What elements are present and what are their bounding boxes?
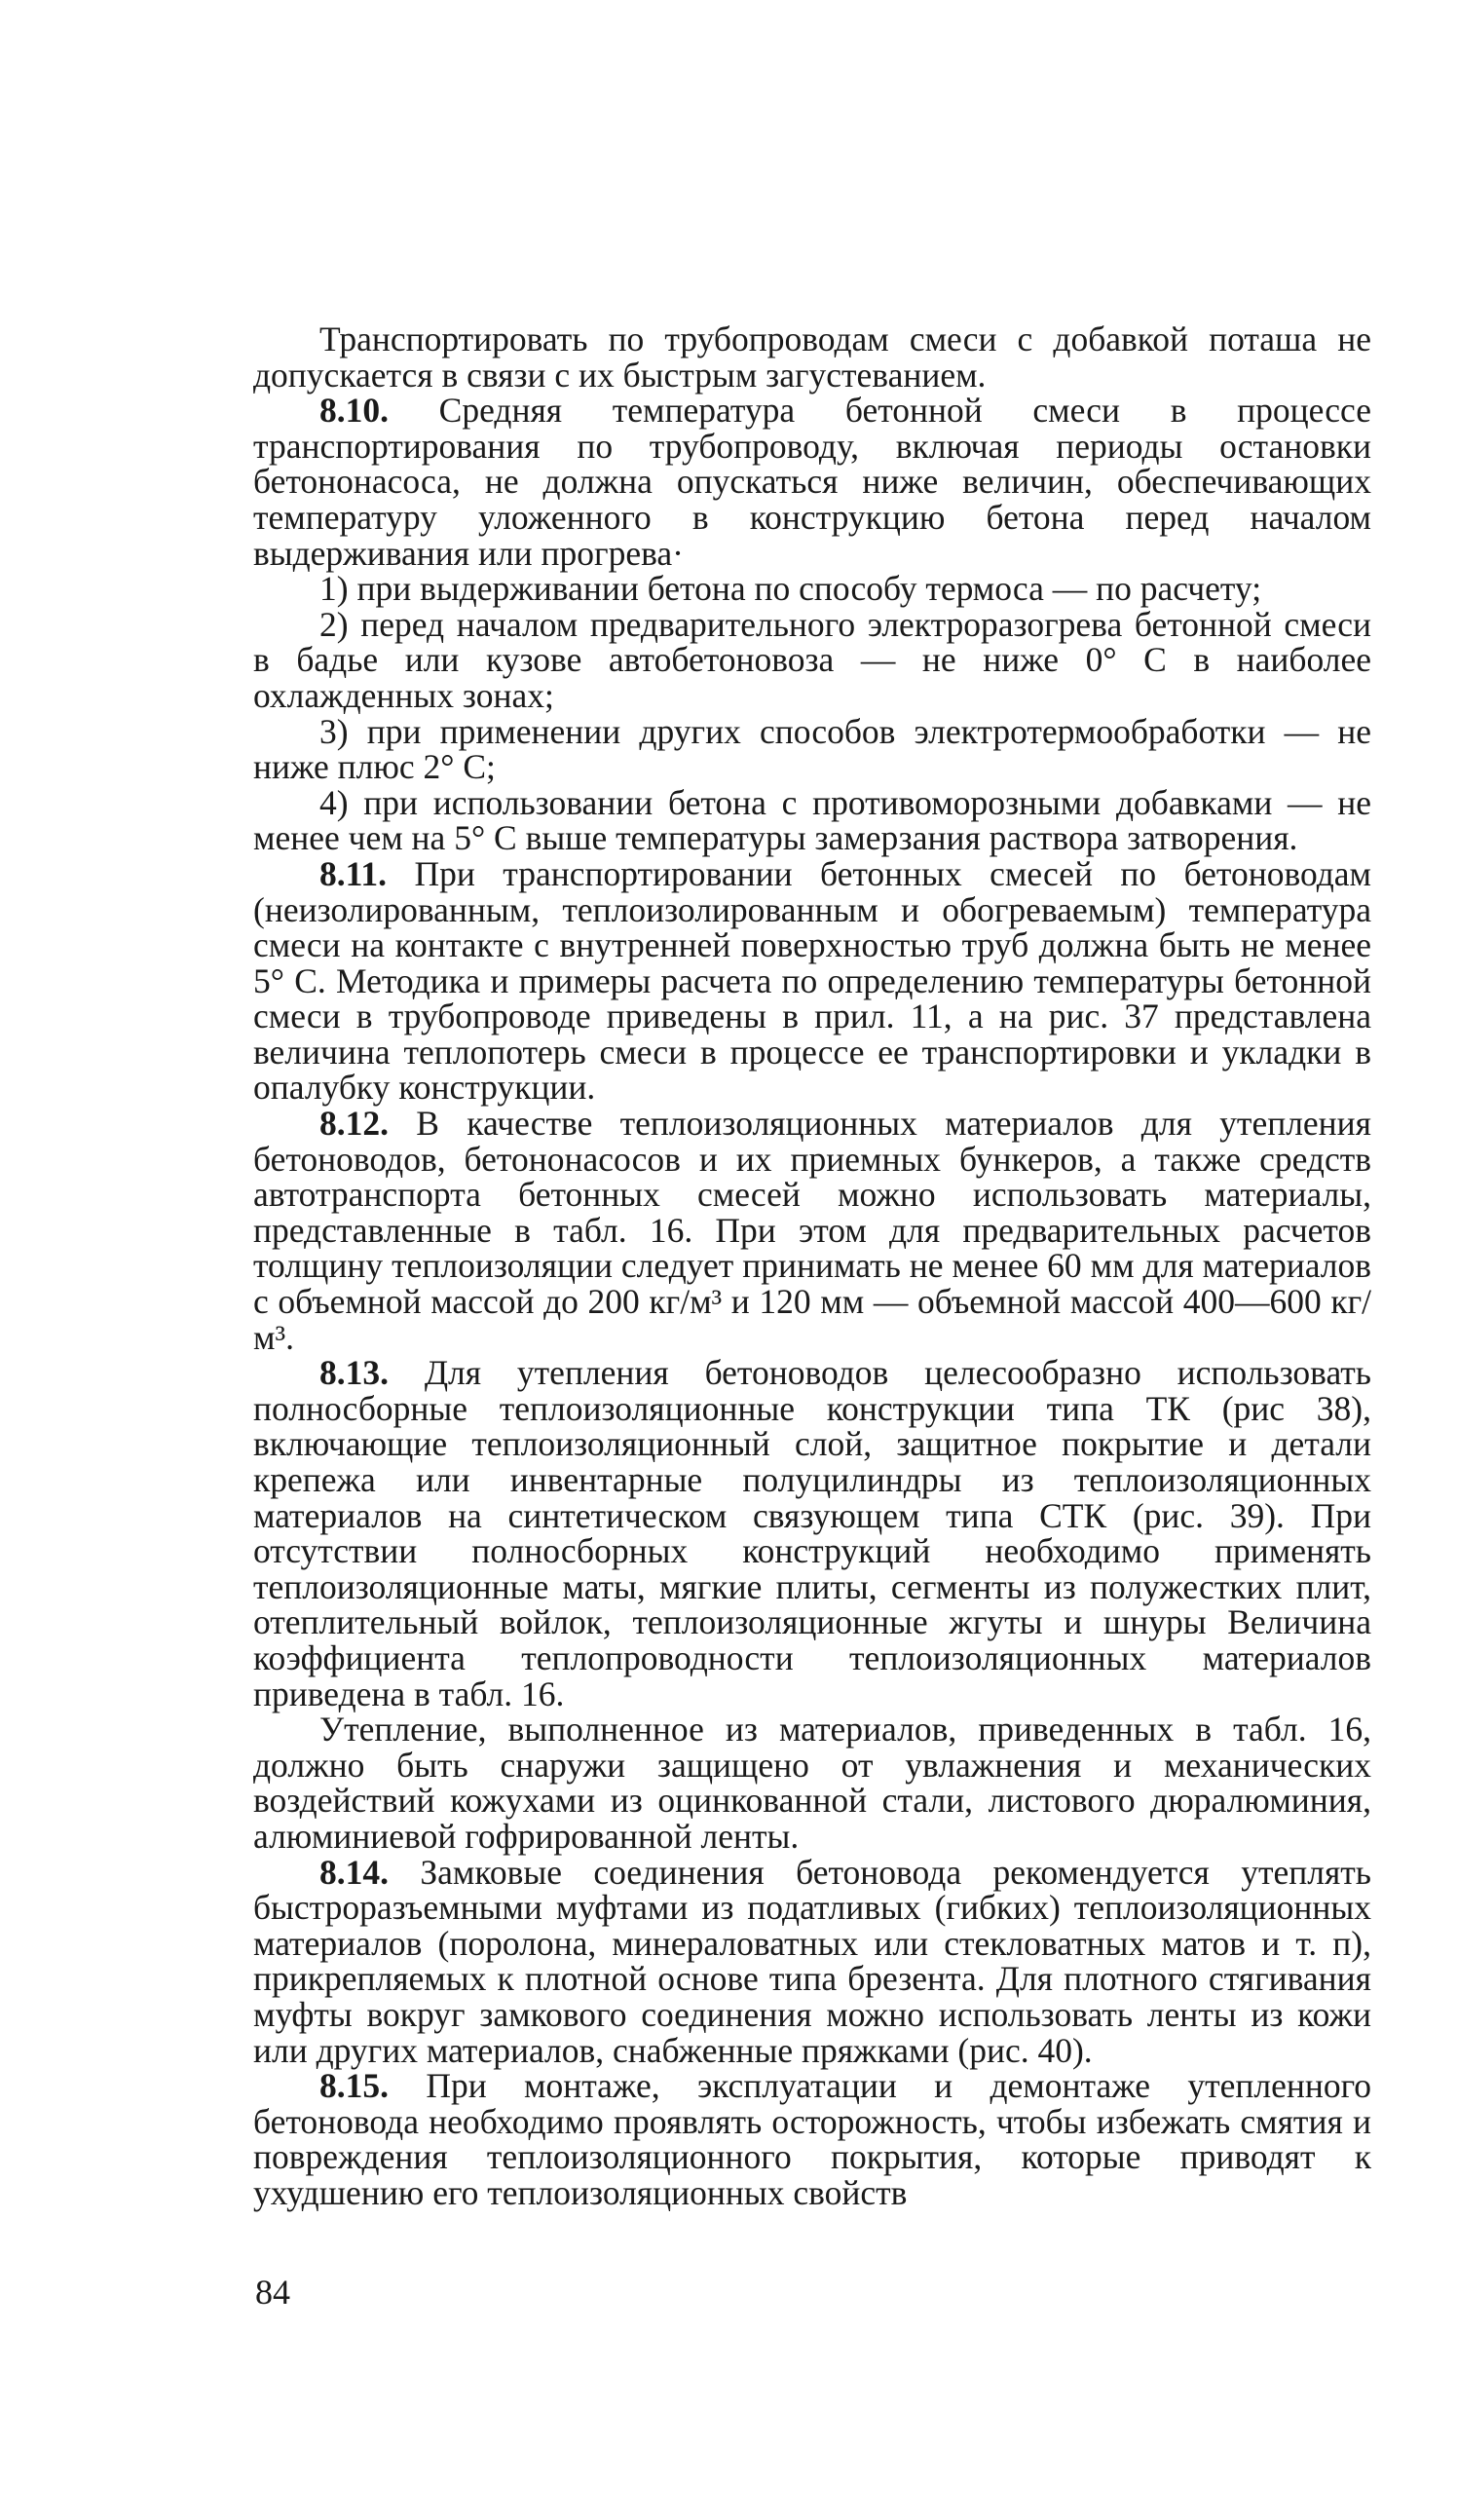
paragraph-number: 8.12. bbox=[319, 1104, 389, 1144]
paragraph-8-10 bbox=[253, 393, 1371, 571]
paragraph-8-12 bbox=[253, 1106, 1371, 1355]
paragraph-text: При транспортировании бетонных смесей по бетоноводам (неизолированным, теплоизолированным и обогреваемым) температура смеси на контакте с внутренней поверхностью труб должна быть не менее 5° С. Методика и примеры расчета по определению температуры бетонной смеси в трубопроводе приведены в прил. 11, а на рис. 37 представлена величина теплопотерь смеси в процессе ее транспортировки и укладки в опалубку конструкции. bbox=[253, 853, 1371, 1108]
paragraph-transport bbox=[253, 321, 1371, 393]
paragraph-8-13 bbox=[253, 1355, 1371, 1711]
paragraph-text: 1) при выдерживании бетона по способу термоса — по расчету; bbox=[319, 569, 1262, 609]
paragraph-uteplenie bbox=[253, 1711, 1371, 1854]
paragraph-8-14 bbox=[253, 1852, 1371, 2070]
paragraph-text: Транспортировать по трубопроводам смеси с добавкой поташа не допускается в связи с их быстрым загустеванием. bbox=[253, 320, 1371, 395]
page-body bbox=[253, 321, 1371, 2210]
list-item-3 bbox=[253, 711, 1371, 787]
list-item-1 bbox=[253, 571, 1371, 607]
paragraph-text: Утепление, выполненное из материалов, приведенных в табл. 16, должно быть снаружи защищено от увлажнения и механических воздействий кожухами из оцинкованной стали, листового дюралюминия, алюминиевой гофрированной ленты. bbox=[253, 1710, 1371, 1856]
paragraph-number: 8.14. bbox=[319, 1852, 389, 1892]
page-number: 84 bbox=[255, 2273, 290, 2312]
paragraph-number: 8.13. bbox=[319, 1353, 389, 1393]
paragraph-text: При монтаже, эксплуатации и демонтаже утепленного бетоновода необходимо проявлять осторожность, чтобы избежать смятия и повреждения теплоизоляционного покрытия, которые приводят к ухудшению его теплоизоляционных свойств bbox=[253, 2066, 1371, 2212]
paragraph-text: 2) перед началом предварительного электроразогрева бетонной смеси в бадье или кузове автобетоновоза — не ниже 0° С в наиболее охлажденных зонах; bbox=[253, 604, 1371, 715]
paragraph-text: Средняя температура бетонной смеси в процессе транспортирования по трубопроводу, включая периоды остановки бетононасоса, не должна опускаться ниже величин, обеспечивающих температуру уложенного в конструкцию бетона перед началом выдерживания или прогрева· bbox=[253, 391, 1371, 573]
paragraph-number: 8.10. bbox=[319, 391, 389, 431]
paragraph-number: 8.11. bbox=[319, 853, 388, 893]
paragraph-text: Замковые соединения бетоновода рекомендуется утеплять быстроразъемными муфтами из податливых (гибких) теплоизоляционных материалов (поролона, минераловатных или стекловатных матов и т. п), прикрепляемых к плотной основе типа брезента. Для плотного стягивания муфты вокруг замкового соединения можно использовать ленты из кожи или других материалов, снабженные пряжками (рис. 40). bbox=[253, 1852, 1371, 2070]
paragraph-8-15 bbox=[253, 2068, 1371, 2210]
paragraph-text: 4) при использовании бетона с противоморозными добавками — не менее чем на 5° С выше температуры замерзания раствора затворения. bbox=[253, 782, 1371, 858]
paragraph-number: 8.15. bbox=[319, 2066, 389, 2106]
paragraph-text: В качестве теплоизоляционных материалов для утепления бетоноводов, бетононасосов и их приемных бункеров, а также средств автотранспорта бетонных смесей можно использовать материалы, представленные в табл. 16. При этом для предварительных расчетов толщину теплоизоляции следует принимать не менее 60 мм для материалов с объемной массой до 200 кг/м³ и 120 мм — объемной массой 400—600 кг/м³. bbox=[253, 1104, 1371, 1357]
paragraph-text: 3) при применении других способов электротермообработки — не ниже плюс 2° С; bbox=[253, 711, 1371, 787]
paragraph-text: Для утепления бетоноводов целесообразно использовать полносборные теплоизоляционные конструкции типа ТК (рис 38), включающие теплоизоляционный слой, защитное покрытие и детали крепежа или инвентарные полуцилиндры из теплоизоляционных материалов на синтетическом связующем типа СТК (рис. 39). При отсутствии полносборных конструкций необходимо применять теплоизоляционные маты, мягкие плиты, сегменты из полужестких плит, отеплительный войлок, теплоизоляционные жгуты и шнуры Величина коэффициента теплопроводности теплоизоляционных материалов приведена в табл. 16. bbox=[253, 1353, 1371, 1713]
paragraph-8-11 bbox=[253, 853, 1371, 1108]
list-item-2 bbox=[253, 604, 1371, 715]
list-item-4 bbox=[253, 782, 1371, 858]
